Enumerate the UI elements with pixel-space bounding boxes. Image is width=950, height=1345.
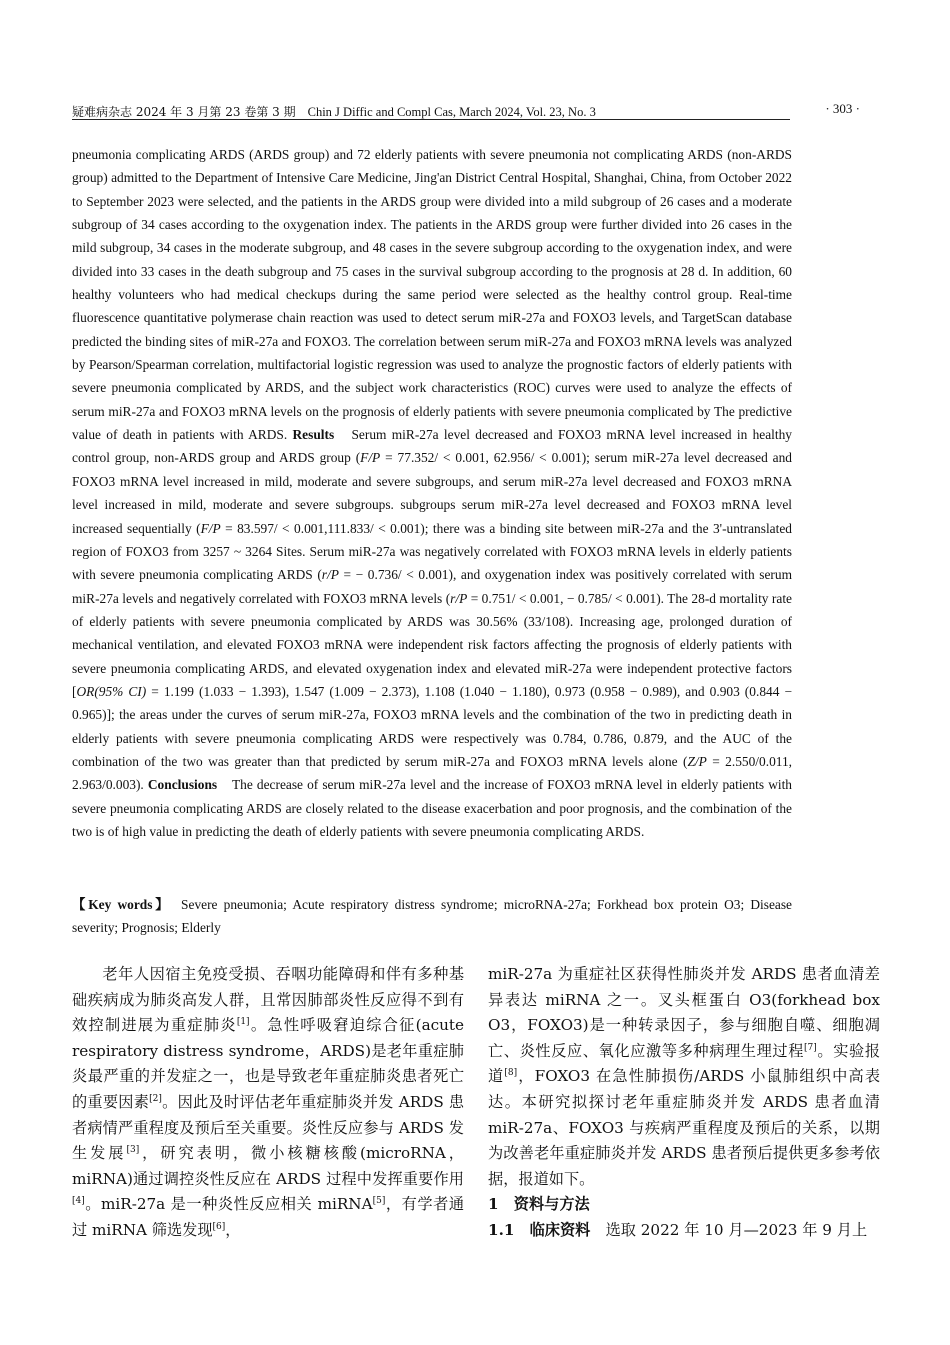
results-text-7: = 2.550/0.011, 2.963/0.003). bbox=[72, 753, 793, 793]
citation-ref[interactable]: [7] bbox=[804, 1042, 817, 1053]
body-column-right bbox=[488, 962, 880, 1244]
stat-symbol: Z/P bbox=[687, 753, 707, 769]
stat-symbol: r/P bbox=[450, 590, 468, 606]
stat-symbol: F/P bbox=[200, 520, 221, 536]
citation-ref[interactable]: [8] bbox=[504, 1068, 518, 1079]
body-text: 老年人因宿主免疫受损、吞咽功能障碍和伴有多种基础疾病成为肺炎高发人群，且常因肺部炎性反应得不到有效控制进展为重症肺炎 bbox=[72, 965, 464, 1035]
body-text: 。因此及时评估老年重症肺炎并发 ARDS 患者病情严重程度及预后至关重要。炎性反应参与 ARDS 发生发展 bbox=[72, 1092, 465, 1163]
intro-paragraph-continued bbox=[488, 962, 880, 1192]
keywords-label: 【Key words】 bbox=[72, 897, 165, 912]
stat-symbol: OR(95% CI) bbox=[76, 683, 147, 699]
citation-ref[interactable]: [1] bbox=[236, 1017, 250, 1028]
section-heading-methods: 1 资料与方法 bbox=[488, 1195, 590, 1214]
citation-ref[interactable]: [6] bbox=[212, 1221, 226, 1232]
body-text: ，有学者通过 miRNA 筛选发现 bbox=[72, 1195, 465, 1239]
results-text-4: = − 0.736/ < 0.001), and oxygenation index was positively correlated with serum miR-27a levels and negatively correlated with FOXO3 mRNA levels ( bbox=[72, 567, 792, 606]
subsection-heading: 1.1 临床资料 bbox=[488, 1220, 591, 1239]
results-label: Results bbox=[292, 427, 335, 443]
journal-citation bbox=[72, 103, 596, 120]
results-text-6: = 1.199 (1.033 − 1.393), 1.547 (1.009 − 2.373), 1.108 (1.040 − 1.180), 0.973 (0.958 − 0.989), and 0.903 (0.844 − 0.965)]; the areas under the curves of serum miR-27a, FOXO3 mRNA levels and the combination of the two in predicting death in elderly patients with severe pneumonia complicating ARDS were respectively was 0.784, 0.786, 0.879, and the AUC of the combination of the two was greater than that predicted by serum miR-27a and FOXO3 mRNA levels alone ( bbox=[72, 683, 792, 769]
stat-symbol: F/P bbox=[360, 450, 381, 466]
body-column-left bbox=[72, 962, 464, 1244]
keywords bbox=[72, 893, 792, 939]
journal-name-cn: 疑难病杂志 2024 年 3 月第 23 卷第 3 期 bbox=[72, 105, 296, 119]
page-number: · 303 · bbox=[825, 101, 860, 116]
running-header bbox=[72, 101, 872, 123]
body-text: miR-27a 为重症社区获得性肺炎并发 ARDS 患者血清差异表达 miRNA 之一。叉头框蛋白 O3(forkhead box O3，FOXO3)是一种转录因子，参与细胞自噬、细胞凋亡、炎性反应、氧化应激等多种病理生理过程 bbox=[488, 965, 880, 1060]
intro-paragraph bbox=[72, 962, 464, 1244]
body-text: 。miR-27a 是一种炎性反应相关 miRNA bbox=[84, 1195, 373, 1214]
results-text-5: = 0.751/ < 0.001, − 0.785/ < 0.001). The 28-d mortality rate of elderly patients with severe pneumonia complicated by ARDS was 30.56% (33/108). Increasing age, prolonged duration of mechanical ventilation, and elevated FOXO3 mRNA were independent risk factors affecting the prognosis of elderly patients with severe pneumonia complicating ARDS, and elevated oxygenation index and elevated miR-27a were independent protective factors [ bbox=[72, 590, 792, 699]
body-text: ，研究表明，微小核糖核酸(microRNA，miRNA)通过调控炎性反应在 ARDS 过程中发挥重要作用 bbox=[72, 1144, 464, 1188]
citation-ref[interactable]: [3] bbox=[126, 1145, 140, 1156]
citation-ref[interactable]: [4] bbox=[72, 1196, 85, 1207]
keywords-text: Severe pneumonia; Acute respiratory distress syndrome; microRNA-27a; Forkhead box protein O3; Disease severity; Prognosis; Elderly bbox=[72, 897, 793, 935]
results-text-3: = 83.597/ < 0.001,111.833/ < 0.001); there was a binding site between miR-27a and the 3'-untranslated region of FOXO3 from 3257 ~ 3264 Sites. Serum miR-27a was negatively correlated with FOXO3 mRNA levels in elderly patients with severe pneumonia complicating ARDS ( bbox=[72, 520, 792, 583]
stat-symbol: r/P bbox=[321, 567, 339, 583]
conclusions-label: Conclusions bbox=[147, 777, 218, 793]
body-text: 。急性呼吸窘迫综合征(acute respiratory distress syndrome，ARDS)是老年重症肺炎最严重的并发症之一，也是导致老年重症肺炎患者死亡的重要因素 bbox=[72, 1016, 465, 1111]
body-text: 。实验报道 bbox=[488, 1041, 881, 1086]
abstract-methods-text: pneumonia complicating ARDS (ARDS group) and 72 elderly patients with severe pneumonia not complicating ARDS (non-ARDS group) admitted to the Department of Intensive Care Medicine, Jing'an District Central Hospital, Shanghai, China, from October 2022 to September 2023 were selected, and the patients in the ARDS group were divided into a mild subgroup of 26 cases and a moderate subgroup of 34 cases according to the oxygenation index. The patients in the ARDS group were further divided into 26 cases in the mild subgroup, 34 cases in the moderate subgroup, and 48 cases in the severe subgroup according to the oxygenation index, and were divided into 33 cases in the death subgroup and 75 cases in the survival subgroup according to the prognosis at 28 d. In addition, 60 healthy volunteers who had medical checkups during the same period were selected as the healthy control group. Real-time fluorescence quantitative polymerase chain reaction was used to detect serum miR-27a and FOXO3 levels, and TargetScan database predicted the binding sites of miR-27a and FOXO3. The correlation between serum miR-27a and FOXO3 mRNA levels was analyzed by Pearson/Spearman correlation, multifactorial logistic regression was used to analyze the prognostic factors of elderly patients with severe pneumonia complicated by ARDS, and the subject work characteristics (ROC) curves were used to analyze the effects of serum miR-27a and FOXO3 mRNA levels on the prognosis of elderly patients with severe pneumonia complicated by The predictive value of death in patients with ARDS. bbox=[72, 147, 792, 443]
body-text: ，FOXO3 在急性肺损伤/ARDS 小鼠肺组织中高表达。本研究拟探讨老年重症肺炎并发 ARDS 患者血清 miR-27a、FOXO3 与疾病严重程度及预后的关系，以期为改善老年重症肺炎并发 ARDS 患者预后提供更多参考依据，报道如下。 bbox=[488, 1067, 881, 1188]
subsection-text: 选取 2022 年 10 月—2023 年 9 月上 bbox=[590, 1220, 868, 1239]
header-rule bbox=[72, 119, 790, 120]
english-abstract bbox=[72, 143, 792, 843]
conclusions-text: The decrease of serum miR-27a level and the increase of FOXO3 mRNA level in elderly patients with severe pneumonia complicating ARDS are closely related to the disease exacerbation and poor prognosis, and the combination of the two is of high value in predicting the death of elderly patients with severe pneumonia complicating ARDS. bbox=[72, 777, 793, 839]
body-text: ， bbox=[225, 1220, 241, 1239]
results-text-2: = 77.352/ < 0.001, 62.956/ < 0.001); serum miR-27a level decreased and FOXO3 mRNA level increased in mild, moderate and severe subgroups, and serum miR-27a level decreased and FOXO3 mRNA level increased in mild, moderate and severe subgroups. subgroups serum miR-27a level decreased and FOXO3 mRNA level increased sequentially ( bbox=[72, 450, 792, 536]
subsection-clinical-data bbox=[488, 1218, 880, 1244]
journal-name-en: Chin J Diffic and Compl Cas, March 2024, Vol. 23, No. 3 bbox=[307, 105, 596, 119]
citation-ref[interactable]: [5] bbox=[372, 1196, 386, 1207]
results-text-1: Serum miR-27a level decreased and FOXO3 mRNA level increased in healthy control group, non-ARDS group and ARDS group ( bbox=[72, 427, 792, 466]
citation-ref[interactable]: [2] bbox=[149, 1093, 162, 1104]
